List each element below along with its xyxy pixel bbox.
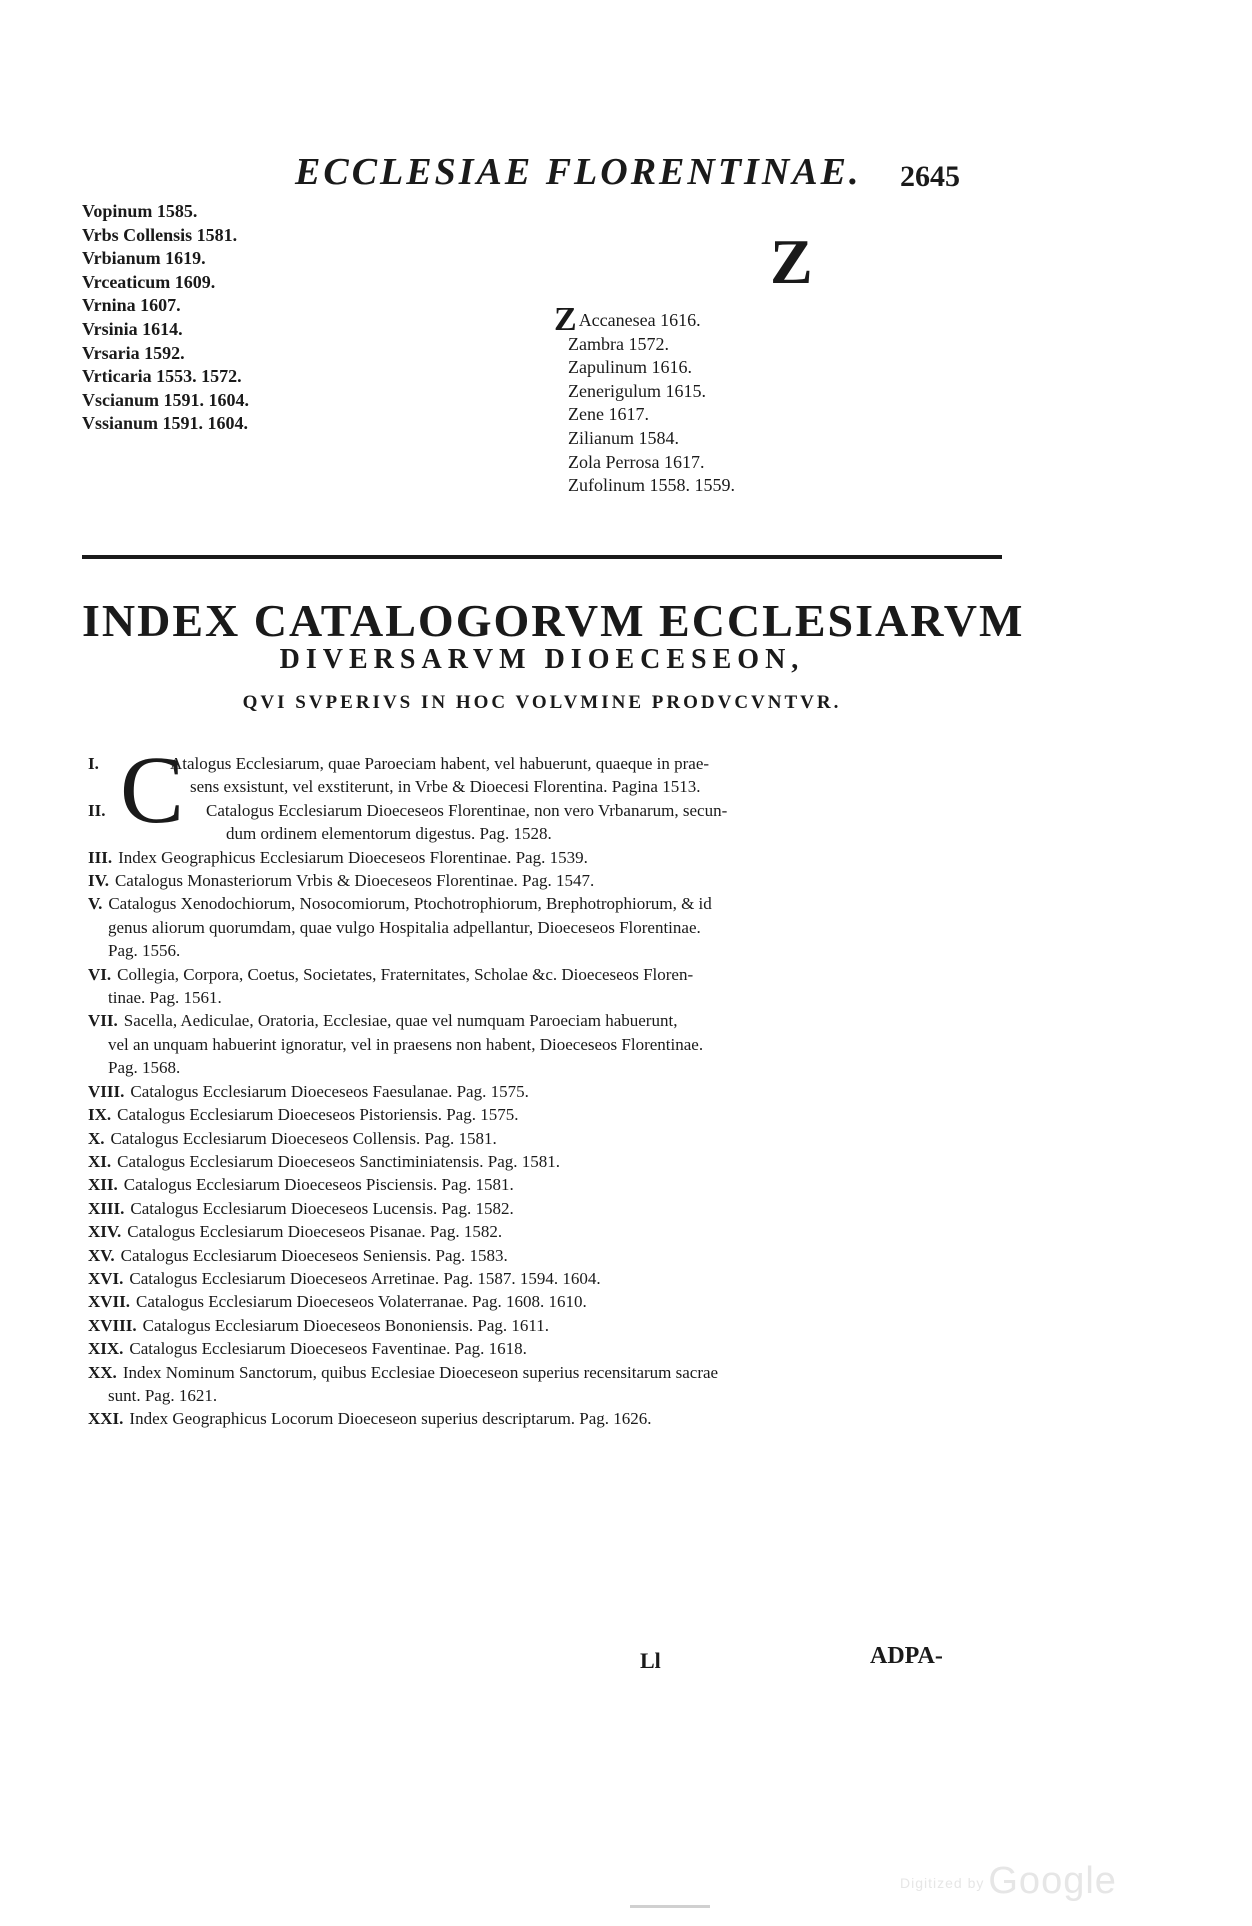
watermark-logo: Google: [988, 1860, 1117, 1902]
signature-mark: Ll: [640, 1648, 661, 1673]
dropcap-c: C: [120, 736, 185, 843]
entry-line: Catalogus Ecclesiarum Dioeceseos Seniensis. Pag. 1583.: [120, 1245, 508, 1265]
running-head: ECCLESIAE FLORENTINAE.: [295, 151, 862, 193]
place-item: Zambra 1572.: [568, 333, 669, 354]
catalog-entry: [88, 846, 1003, 869]
index-subtitle-secondary: QVI SVPERIVS IN HOC VOLVMINE PRODVCVNTVR.: [242, 692, 842, 713]
place-item: Vrsinia 1614.: [82, 318, 183, 339]
place-item: Zilianum 1584.: [568, 427, 679, 448]
catalog-entry: [88, 1244, 1003, 1267]
catalog-entry: [88, 963, 1003, 1010]
catalog-entry: [88, 1197, 1003, 1220]
place-item: Vrceaticum 1609.: [82, 271, 216, 292]
entry-line: vel an unquam habuerint ignoratur, vel in praesens non habent, Dioeceseos Florentinae.: [108, 1034, 704, 1054]
entry-number: XVII.: [88, 1292, 131, 1312]
entry-number: VIII.: [88, 1081, 125, 1101]
watermark-small: Digitized by: [900, 1874, 985, 1891]
entry-number: IX.: [88, 1105, 112, 1125]
entry-number: III.: [88, 847, 113, 867]
entry-line: sunt. Pag. 1621.: [108, 1385, 218, 1405]
catalog-entry: [88, 1103, 1003, 1126]
catalog-entry: [88, 799, 1003, 846]
place-item: Zapulinum 1616.: [568, 357, 692, 378]
horizontal-rule: [82, 555, 1002, 559]
entry-line: Catalogus Ecclesiarum Dioeceseos Faesulanae. Pag. 1575.: [130, 1081, 529, 1101]
catalog-entry: [88, 1361, 1003, 1408]
entry-line: Catalogus Ecclesiarum Dioeceseos Collensis. Pag. 1581.: [110, 1128, 497, 1148]
catalog-entry: [88, 1220, 1003, 1243]
entry-number: XIV.: [88, 1222, 122, 1242]
entry-number: XV.: [88, 1245, 115, 1265]
catalog-entry: [88, 1173, 1003, 1196]
entry-number: V.: [88, 894, 103, 914]
place-item: Vopinum 1585.: [82, 201, 198, 221]
dropcap-z: Z: [554, 301, 577, 338]
entry-number: XVIII.: [88, 1315, 137, 1335]
entry-number: XIX.: [88, 1339, 124, 1359]
index-subtitle: DIVERSARVM DIOECESEON,: [279, 644, 805, 675]
catalog-entry: [88, 752, 1003, 799]
entry-line: Catalogus Ecclesiarum Dioeceseos Florentinae, non vero Vrbanarum, secun-: [206, 800, 728, 820]
entry-line: Catalogus Xenodochiorum, Nosocomiorum, Ptochotrophiorum, Brephotrophiorum, & id: [108, 894, 712, 914]
entry-number: XI.: [88, 1151, 112, 1171]
entry-line: Collegia, Corpora, Coetus, Societates, Fraternitates, Scholae &c. Dioeceseos Floren-: [117, 964, 694, 984]
place-item: Vrticaria 1553. 1572.: [82, 366, 242, 387]
catalog-entry: [88, 1127, 1003, 1150]
place-item: Vrbs Collensis 1581.: [82, 224, 238, 245]
entry-line: Index Geographicus Locorum Dioeceseon superius descriptarum. Pag. 1626.: [129, 1409, 652, 1429]
place-item: Vrnina 1607.: [82, 295, 181, 316]
entry-line: Catalogus Ecclesiarum Dioeceseos Pisciensis. Pag. 1581.: [123, 1175, 514, 1195]
place-item: Zene 1617.: [568, 404, 649, 425]
bottom-bar: [630, 1905, 710, 1908]
entry-number: XVI.: [88, 1268, 124, 1288]
entry-line: Catalogus Ecclesiarum Dioeceseos Faventinae. Pag. 1618.: [129, 1339, 527, 1359]
entry-line: Catalogus Monasteriorum Vrbis & Dioeceseos Florentinae. Pag. 1547.: [114, 871, 595, 891]
entry-number: VII.: [88, 1011, 118, 1031]
entry-line: Pag. 1556.: [108, 941, 181, 961]
entry-line: sens exsistunt, vel exstiterunt, in Vrbe & Dioecesi Florentina. Pagina 1513.: [190, 777, 701, 797]
catalog-entry: [88, 1080, 1003, 1103]
entry-number: I.: [88, 754, 99, 773]
entry-line: Catalogus Ecclesiarum Dioeceseos Arretinae. Pag. 1587. 1594. 1604.: [129, 1268, 601, 1288]
place-item: Vscianum 1591. 1604.: [82, 389, 250, 410]
entry-line: Pag. 1568.: [108, 1058, 181, 1078]
entry-number: XX.: [88, 1362, 117, 1382]
entry-line: tinae. Pag. 1561.: [108, 988, 222, 1008]
entry-number: XIII.: [88, 1198, 125, 1218]
entry-number: II.: [88, 800, 106, 820]
catalog-entry: [88, 1267, 1003, 1290]
entry-line: genus aliorum quorumdam, quae vulgo Hospitalia adpellantur, Dioeceseos Florentinae.: [108, 917, 701, 937]
place-item: Zenerigulum 1615.: [568, 380, 706, 401]
entry-number: VI.: [88, 964, 112, 984]
catalog-entry: [88, 1290, 1003, 1313]
entry-number: IV.: [88, 871, 109, 891]
entry-line: Catalogus Ecclesiarum Dioeceseos Pisanae. Pag. 1582.: [127, 1222, 503, 1242]
entry-line: Catalogus Ecclesiarum Dioeceseos Sanctiminiatensis. Pag. 1581.: [117, 1151, 561, 1171]
index-title: INDEX CATALOGORVM ECCLESIARVM: [82, 595, 1025, 646]
catalog-entry: [88, 1337, 1003, 1360]
place-item: Zola Perrosa 1617.: [568, 451, 705, 472]
digitized-watermark: [900, 1860, 1117, 1903]
entry-line: dum ordinem elementorum digestus. Pag. 1528.: [226, 824, 552, 844]
page-number: 2645: [900, 160, 960, 193]
entry-number: XII.: [88, 1175, 118, 1195]
place-item: Zufolinum 1558. 1559.: [568, 475, 735, 496]
entry-line: Atalogus Ecclesiarum, quae Paroeciam habent, vel habuerunt, quaeque in prae-: [170, 754, 710, 773]
entry-line: Sacella, Aediculae, Oratoria, Ecclesiae, quae vel numquam Paroeciam habuerunt,: [123, 1011, 678, 1031]
section-letter: Z: [770, 226, 813, 297]
place-list-right: [554, 301, 735, 498]
place-list-left: [82, 200, 249, 436]
catalog-entry: [88, 869, 1003, 892]
catalog-entry: [88, 892, 1003, 962]
catchword: ADPA-: [870, 1643, 943, 1669]
catalog-entry: [88, 1407, 1003, 1430]
entry-number: XXI.: [88, 1409, 124, 1429]
place-item: Vssianum 1591. 1604.: [82, 413, 249, 434]
catalog-list: [88, 752, 1003, 1431]
entry-number: X.: [88, 1128, 105, 1148]
entry-line: Catalogus Ecclesiarum Dioeceseos Pistoriensis. Pag. 1575.: [117, 1105, 519, 1125]
entry-line: Catalogus Ecclesiarum Dioeceseos Bononiensis. Pag. 1611.: [142, 1315, 550, 1335]
place-item: Vrsaria 1592.: [82, 342, 185, 363]
place-item: Vrbianum 1619.: [82, 248, 206, 269]
entry-line: Index Geographicus Ecclesiarum Dioeceseos Florentinae. Pag. 1539.: [118, 847, 588, 867]
entry-line: Catalogus Ecclesiarum Dioeceseos Volaterranae. Pag. 1608. 1610.: [136, 1292, 587, 1312]
catalog-entry: [88, 1314, 1003, 1337]
entry-line: Index Nominum Sanctorum, quibus Ecclesiae Dioeceseon superius recensitarum sacrae: [122, 1362, 719, 1382]
place-item: Z Accanesea 1616.: [554, 301, 701, 338]
catalog-entry: [88, 1150, 1003, 1173]
entry-line: Catalogus Ecclesiarum Dioeceseos Lucensis. Pag. 1582.: [130, 1198, 514, 1218]
catalog-entry: [88, 1009, 1003, 1079]
